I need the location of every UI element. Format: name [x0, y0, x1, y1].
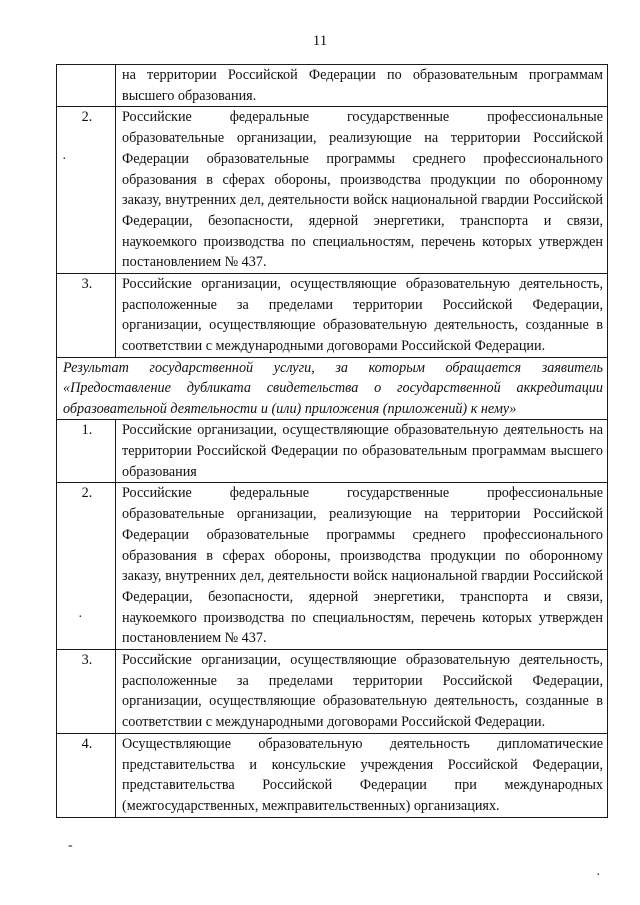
row-number: 4. — [57, 733, 116, 817]
row-number: 2. — [57, 483, 116, 650]
row-text: Российские федеральные государственные профессиональные образовательные организации, реализующие на территории Российской Федерации образовательные программы среднего профессионального образования в сферах обороны, производства продукции по оборонному заказу, внутренних дел, деятельности войск национальной гвардии Российской Федерации, безопасности, ядерной энергетики, транспорта и связи, наукоемкого производства по специальностям, перечень которых утвержден постановлением № 437. — [116, 483, 608, 650]
scan-speck: · — [596, 868, 601, 883]
table-row — [57, 274, 608, 358]
table-row — [57, 483, 608, 650]
scan-speck: · — [62, 152, 67, 167]
scan-speck: · — [78, 610, 83, 625]
row-text: Российские федеральные государственные профессиональные образовательные организации, реализующие на территории Российской Федерации образовательные программы среднего профессионального образования в сферах обороны, производства продукции по оборонному заказу, внутренних дел, деятельности войск национальной гвардии Российской Федерации, безопасности, ядерной энергетики, транспорта и связи, наукоемкого производства по специальностям, перечень которых утвержден постановлением № 437. — [116, 107, 608, 274]
table-row — [57, 107, 608, 274]
section-heading-row — [57, 357, 608, 420]
row-text: Осуществляющие образовательную деятельность дипломатические представительства и консульские учреждения Российской Федерации, представительства Российской Федерации при международных (межгосударственных, межправительственных) организациях. — [116, 733, 608, 817]
row-number: 3. — [57, 274, 116, 358]
page-number: 11 — [312, 33, 328, 49]
table-row — [57, 733, 608, 817]
scan-speck: - — [68, 838, 73, 853]
table-row — [57, 65, 608, 107]
row-text: на территории Российской Федерации по образовательным программам высшего образования. — [116, 65, 608, 107]
table-row — [57, 650, 608, 734]
row-number — [57, 65, 116, 107]
table-row — [57, 420, 608, 483]
row-number: 1. — [57, 420, 116, 483]
row-number: 3. — [57, 650, 116, 734]
row-text: Российские организации, осуществляющие образовательную деятельность, расположенные за пределами территории Российской Федерации, организации, осуществляющие образовательную деятельность, созданные в соответствии с международными договорами Российской Федерации. — [116, 274, 608, 358]
section-heading: Результат государственной услуги, за которым обращается заявитель «Предоставление дубликата свидетельства о государственной аккредитации образовательной деятельности и (или) приложения (приложений) к нему» — [57, 357, 608, 420]
row-number: 2. — [57, 107, 116, 274]
row-text: Российские организации, осуществляющие образовательную деятельность, расположенные за пределами территории Российской Федерации, организации, осуществляющие образовательную деятельность, созданные в соответствии с международными договорами Российской Федерации. — [116, 650, 608, 734]
row-text: Российские организации, осуществляющие образовательную деятельность на территории Российской Федерации по образовательным программам высшего образования — [116, 420, 608, 483]
document-table — [56, 64, 608, 818]
